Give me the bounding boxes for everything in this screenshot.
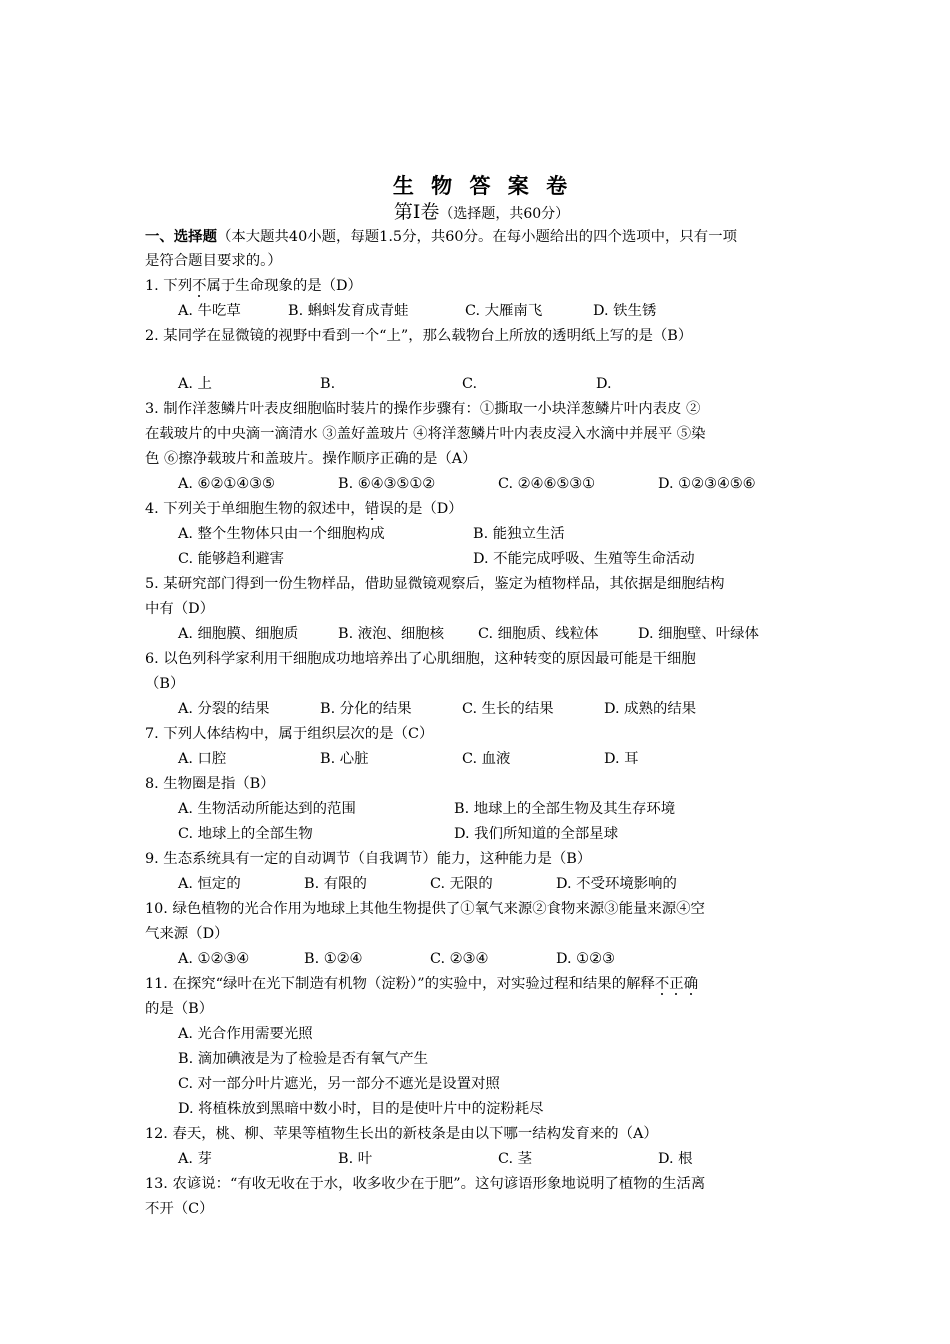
option-c: C. 细胞质、线粒体: [478, 626, 599, 642]
question-8-options-row1: [145, 797, 810, 822]
option-d: D. 耳: [604, 751, 639, 767]
question-12: 12. 春天，桃、柳、苹果等植物生长出的新枝条是由以下哪一结构发育来的（A）: [145, 1126, 658, 1142]
section-header: [145, 224, 810, 249]
volume-label: 第Ⅰ卷: [393, 201, 440, 223]
question-13-cont: 不开（C）: [145, 1201, 214, 1217]
option-c: C. 对一部分叶片遮光，另一部分不遮光是设置对照: [178, 1076, 500, 1092]
option-b: B.: [320, 376, 336, 392]
question-5: 5. 某研究部门得到一份生物样品，借助显微镜观察后，鉴定为植物样品，其依据是细胞结构: [145, 576, 725, 592]
option-b: B. ⑥④③⑤①②: [338, 476, 436, 492]
option-c: C. ②③④: [430, 951, 489, 967]
option-d: D. 不能完成呼吸、生殖等生命活动: [473, 551, 695, 567]
option-a: A. 芽: [178, 1151, 212, 1167]
option-d: D. 不受环境影响的: [556, 876, 677, 892]
option-b: B. 叶: [338, 1151, 373, 1167]
question-5-cont: 中有（D）: [145, 601, 215, 617]
emphasis-dot: 不: [654, 976, 670, 992]
question-7: 7. 下列人体结构中，属于组织层次的是（C）: [145, 726, 434, 742]
question-7-options: [145, 747, 810, 772]
section-label: 一、选择题: [145, 228, 217, 245]
option-a: A. 上: [178, 376, 212, 392]
option-a: A. 光合作用需要光照: [178, 1026, 313, 1042]
option-b: B. 分化的结果: [320, 701, 412, 717]
question-5-options: [145, 622, 810, 647]
question-3-options: [145, 472, 810, 497]
option-d: D. 根: [658, 1151, 693, 1167]
option-a: A. 牛吃草: [178, 303, 241, 319]
option-a: A. ⑥②①④③⑤: [178, 476, 275, 492]
option-a: A. 整个生物体只由一个细胞构成: [178, 526, 385, 542]
option-a: A. 生物活动所能达到的范围: [178, 801, 356, 817]
question-1: 1. 下列不属于生命现象的是（D）: [145, 278, 362, 294]
option-a: A. 细胞膜、细胞质: [178, 626, 299, 642]
question-9-options: [145, 872, 810, 897]
option-a: A. 口腔: [178, 751, 227, 767]
emphasis-dot: 不: [192, 278, 207, 294]
question-4: 4. 下列关于单细胞生物的叙述中，错误的是（D）: [145, 501, 463, 517]
option-c: C. ②④⑥⑤③①: [498, 476, 596, 492]
question-6: 6. 以色列科学家利用干细胞成功地培养出了心肌细胞，这种转变的原因最可能是干细胞: [145, 651, 696, 667]
option-d: D. 将植株放到黑暗中数小时，目的是使叶片中的淀粉耗尽: [178, 1101, 544, 1117]
question-6-cont: （B）: [145, 676, 185, 692]
option-b: B. 心脏: [320, 751, 369, 767]
question-10-options: [145, 947, 810, 972]
section-desc: （本大题共40小题，每题1.5分，共60分。在每小题给出的四个选项中，只有一项: [216, 229, 737, 245]
question-13: 13. 农谚说：“有收无收在于水，收多收少在于肥”。这句谚语形象地说明了植物的生活离: [145, 1176, 706, 1192]
option-c: C. 生长的结果: [462, 701, 554, 717]
question-9: 9. 生态系统具有一定的自动调节（自我调节）能力，这种能力是（B）: [145, 851, 592, 867]
question-8: 8. 生物圈是指（B）: [145, 776, 275, 792]
option-b: B. 蝌蚪发育成青蛙: [288, 303, 409, 319]
option-c: C.: [462, 376, 478, 392]
option-c: C. 能够趋利避害: [178, 551, 284, 567]
option-c: C. 茎: [498, 1151, 533, 1167]
question-10-cont: 气来源（D）: [145, 926, 229, 942]
option-b: B. 能独立生活: [473, 526, 565, 542]
option-b: B. 滴加碘液是为了检验是否有氧气产生: [178, 1051, 428, 1067]
emphasis-dot: 错: [364, 501, 380, 517]
option-b: B. 地球上的全部生物及其生存环境: [454, 801, 676, 817]
option-d: D. ①②③④⑤⑥: [658, 476, 756, 492]
emphasis-dot: 确: [683, 976, 699, 992]
option-a: A. ①②③④: [178, 951, 250, 967]
question-3-cont: 色 ⑥擦净载玻片和盖玻片。操作顺序正确的是（A）: [145, 451, 477, 467]
question-6-options: [145, 697, 810, 722]
question-4-options-row2: [145, 547, 810, 572]
option-d: D. 细胞壁、叶绿体: [638, 626, 759, 642]
option-c: C. 地球上的全部生物: [178, 826, 313, 842]
question-2: 2. 某同学在显微镜的视野中看到一个“上”，那么载物台上所放的透明纸上写的是（B）: [145, 328, 693, 344]
option-c: C. 血液: [462, 751, 511, 767]
option-a: A. 恒定的: [178, 876, 241, 892]
emphasis-dot: 正: [669, 976, 684, 992]
option-d: D.: [596, 376, 612, 392]
question-11: 11. 在探究“绿叶在光下制造有机物（淀粉）”的实验中，对实验过程和结果的解释不正确: [145, 976, 699, 992]
section-desc-cont: 是符合题目要求的。）: [145, 253, 282, 269]
option-c: C. 无限的: [430, 876, 493, 892]
option-d: D. 铁生锈: [593, 303, 657, 319]
question-2-options: [145, 372, 810, 397]
question-8-options-row2: [145, 822, 810, 847]
question-4-options-row1: [145, 522, 810, 547]
question-12-options: [145, 1147, 810, 1172]
question-11-cont: 的是（B）: [145, 1001, 214, 1017]
question-1-options: [145, 299, 810, 324]
page-title: 生 物 答 案 卷: [392, 174, 573, 198]
page-subtitle: [153, 200, 810, 224]
option-c: C. 大雁南飞: [465, 303, 543, 319]
question-3-cont: 在载玻片的中央滴一滴清水 ③盖好盖玻片 ④将洋葱鳞片叶内表皮浸入水滴中并展平 ⑤染: [145, 426, 706, 442]
option-b: B. 液泡、细胞核: [338, 626, 445, 642]
volume-note: （选择题，共60分）: [439, 206, 570, 222]
option-d: D. ①②③: [556, 951, 615, 967]
answer-sheet-page: [145, 172, 810, 1222]
option-d: D. 成熟的结果: [604, 701, 697, 717]
question-3: 3. 制作洋葱鳞片叶表皮细胞临时装片的操作步骤有：①撕取一小块洋葱鳞片叶内表皮 ②: [145, 401, 701, 417]
question-10: 10. 绿色植物的光合作用为地球上其他生物提供了①氧气来源②食物来源③能量来源④空: [145, 901, 705, 917]
option-a: A. 分裂的结果: [178, 701, 270, 717]
option-d: D. 我们所知道的全部星球: [454, 826, 619, 842]
option-b: B. 有限的: [304, 876, 367, 892]
option-b: B. ①②④: [304, 951, 363, 967]
